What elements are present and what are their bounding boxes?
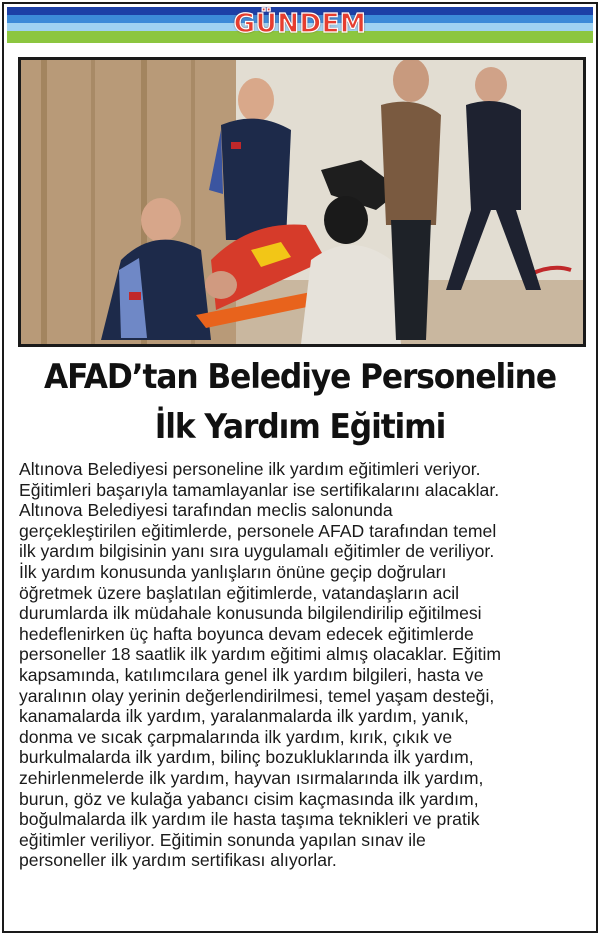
article-line: eğitimler veriliyor. Eğitimin sonunda yapılan sınav ile — [19, 829, 426, 850]
news-photo — [18, 57, 586, 347]
article-line: burkulmalarda ilk yardım, bilinç bozukluklarında ilk yardım, — [19, 747, 474, 768]
article-line: ilk yardım bilgisinin yanı sıra uygulamalı eğitimler de veriliyor. — [19, 541, 495, 562]
section-label: GÜNDEM — [233, 9, 367, 39]
article-line: burun, göz ve kulağa yabancı cisim kaçmasında ilk yardım, — [19, 788, 479, 809]
news-photo-illustration — [21, 60, 583, 344]
section-banner — [7, 7, 593, 45]
article-line: personeller ilk yardım sertifikası alıyorlar. — [19, 850, 337, 871]
article-line: Altınova Belediyesi personeline ilk yardım eğitimleri veriyor. — [19, 459, 481, 479]
article-line: personeller 18 saatlik ilk yardım eğitimi almış olacaklar. Eğitim — [19, 644, 502, 665]
article-line: öğretmek üzere başlatılan eğitimlerde, vatandaşların acil — [19, 582, 460, 603]
headline — [35, 352, 565, 452]
article-line: yaralının olay yerinin değerlendirilmesi, temel yaşam desteği, — [19, 685, 495, 706]
article-line: zehirlenmelerde ilk yardım, hayvan ısırmalarında ilk yardım, — [19, 767, 484, 788]
article-line: kapsamında, katılımcılara genel ilk yardım bilgileri, hasta ve — [19, 664, 484, 685]
article-body — [19, 459, 591, 871]
article-line: Eğitimleri başarıyla tamamlayanlar ise sertifikalarını alacaklar. — [19, 479, 500, 500]
article-line: donma ve sıcak çarpmalarında ilk yardım, kırık, çıkık ve — [19, 726, 453, 747]
article-line: durumlarda ilk müdahale konusunda bilgilendirilip eğitilmesi — [19, 603, 482, 624]
article-line: İlk yardım konusunda yanlışların önüne geçip doğruları — [19, 561, 447, 582]
news-clipping — [2, 2, 598, 933]
article-line: boğulmalarda ilk yardım ile hasta taşıma teknikleri ve pratik — [19, 809, 480, 830]
headline-line-1: AFAD’tan Belediye Personeline — [44, 357, 556, 397]
article-line: gerçekleştirilen eğitimlerde, personele AFAD tarafından temel — [19, 520, 497, 541]
article-line: Altınova Belediyesi tarafından meclis salonunda — [19, 500, 393, 521]
article-line: hedeflenirken üç hafta boyunca devam edecek eğitimlerde — [19, 623, 474, 644]
article-line: kanamalarda ilk yardım, yaralanmalarda ilk yardım, yanık, — [19, 706, 469, 727]
headline-line-2: İlk Yardım Eğitimi — [154, 407, 446, 447]
